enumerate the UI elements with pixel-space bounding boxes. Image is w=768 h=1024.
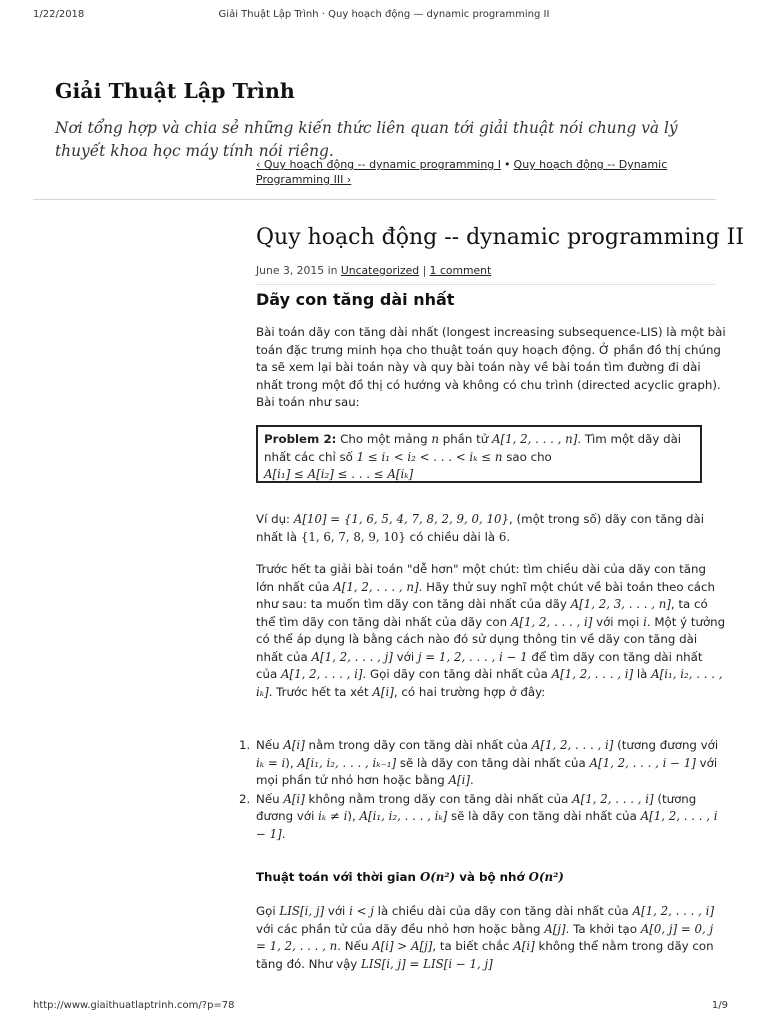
math: {1, 6, 7, 8, 9, 10} bbox=[300, 529, 406, 544]
math: iₖ ≠ i bbox=[318, 809, 348, 823]
math: A[i] bbox=[513, 939, 535, 953]
example-paragraph: Ví dụ: A[10] = {1, 6, 5, 4, 7, 8, 2, 9, 0, 10}, (một trong số) dãy con tăng dài nhất là {1, 6, 7, 8, 9, 10} có chiều dài là 6. bbox=[256, 512, 704, 544]
category-link[interactable]: Uncategorized bbox=[340, 264, 420, 277]
math: A[1, 2, . . . , j] bbox=[311, 649, 393, 664]
math: A[j] bbox=[544, 921, 566, 936]
section-heading: Dãy con tăng dài nhất bbox=[256, 290, 455, 309]
math: j = 1, 2, . . . , i − 1 bbox=[417, 649, 528, 664]
list-number: 2. bbox=[239, 791, 251, 806]
site-title[interactable]: Giải Thuật Lập Trình bbox=[55, 79, 295, 103]
math: A[i] bbox=[448, 773, 470, 787]
math: A[i] > A[j] bbox=[372, 939, 433, 953]
title-divider bbox=[256, 284, 715, 285]
algorithm-paragraph: Gọi LIS[i, j] với i < j là chiều dài của dãy con tăng dài nhất của A[1, 2, . . . , i] với các phần tử của dãy đều nhỏ hơn hoặc bằng A[j]. Ta khởi tạo A[0, j] = 0, j = 1, 2, . . . , n. Nếu A[i] > A[j], ta biết chắc A[i] không thể nằm trong dãy con tăng đó. Như vậy LIS[i, j] = LIS[i − 1, j] bbox=[256, 904, 715, 971]
math: A[1, 2, . . . , i] bbox=[572, 791, 654, 806]
list-item: 1. Nếu A[i] nằm trong dãy con tăng dài nhất của A[1, 2, . . . , i] (tương đương với iₖ = i), A[i₁, i₂, . . . , iₖ₋₁] sẽ là dãy con tăng dài nhất của A[1, 2, . . . , i − 1] với mọi phần tử nhỏ hơn hoặc bằng A[i]. bbox=[239, 738, 719, 787]
math: A[1, 2, . . . , i] bbox=[531, 738, 614, 752]
math: A[1, 2, . . . , n] bbox=[333, 579, 419, 594]
math: A[i₁] ≤ A[i₂] ≤ . . . ≤ A[iₖ] bbox=[264, 467, 414, 481]
problem-label: Problem 2: bbox=[264, 432, 337, 446]
math: A[10] = {1, 6, 5, 4, 7, 8, 2, 9, 0, 10} bbox=[293, 512, 509, 526]
print-page-number: 1/9 bbox=[711, 1000, 728, 1011]
previous-post-link[interactable]: ‹ Quy hoạch động -- dynamic programming I bbox=[256, 158, 502, 171]
next-post-link[interactable]: Quy hoạch động -- Dynamic Programming III › bbox=[256, 158, 668, 186]
post-date: June 3, 2015 bbox=[256, 264, 325, 277]
meta-separator: | bbox=[422, 264, 427, 277]
problem-box: Problem 2: Cho một mảng n phần tử A[1, 2, . . . , n]. Tìm một dãy dài nhất các chỉ số 1 ≤ i₁ < i₂ < . . . < iₖ ≤ n sao cho A[i₁] ≤ A[i₂] ≤ . . . ≤ A[iₖ] bbox=[256, 425, 702, 483]
post-title: Quy hoạch động -- dynamic programming II bbox=[256, 225, 745, 250]
math: A[1, 2, . . . , i] bbox=[632, 904, 715, 918]
math: A[0, j] = 0, j = 1, 2, . . . , n bbox=[256, 921, 714, 953]
math: i < j bbox=[349, 904, 374, 918]
math: A[1, 2, . . . , i] bbox=[510, 614, 593, 629]
comments-link[interactable]: 1 comment bbox=[429, 264, 492, 277]
math: A[1, 2, . . . , n] bbox=[491, 432, 578, 446]
list-number: 1. bbox=[239, 738, 251, 752]
list-item: 2. Nếu A[i] không nằm trong dãy con tăng dài nhất của A[1, 2, . . . , i] (tương đương với iₖ ≠ i), A[i₁, i₂, . . . , iₖ] sẽ là dãy con tăng dài nhất của A[1, 2, . . . , i − 1]. bbox=[239, 791, 718, 841]
math: O(n²) bbox=[528, 870, 564, 884]
math: LIS[i, j] bbox=[279, 904, 325, 918]
post-navigation bbox=[256, 157, 716, 187]
case-list bbox=[239, 737, 726, 844]
post-nav-separator: • bbox=[504, 158, 511, 171]
print-date: 1/22/2018 bbox=[33, 9, 85, 20]
math: A[i] bbox=[283, 791, 305, 806]
header-divider bbox=[33, 199, 716, 200]
math: A[i₁, i₂, . . . , iₖ] bbox=[359, 809, 448, 823]
math: O(n²) bbox=[419, 870, 456, 884]
print-footer-url: http://www.giaithuatlaptrinh.com/?p=78 bbox=[33, 1000, 235, 1011]
intro-paragraph: Bài toán dãy con tăng dài nhất (longest increasing subsequence-LIS) là một bài toán đặc trưng minh họa cho thuật toán quy hoạch động. Ở phần đồ thị chúng ta sẽ xem lại bài toán này và quy bài toán này về bài toán tìm đường đi dài nhất trong một đồ thị có hướng và không có chu trình (directed acyclic graph). Bài toán như sau: bbox=[256, 325, 726, 409]
math: 1 ≤ i₁ < i₂ < . . . < iₖ ≤ n bbox=[356, 449, 503, 464]
math: LIS[i, j] = LIS[i − 1, j] bbox=[361, 956, 493, 971]
math: A[i] bbox=[372, 684, 394, 699]
math: iₖ = i bbox=[256, 755, 286, 770]
math: A[1, 2, 3, . . . , n] bbox=[570, 597, 671, 611]
math: A[i₁, i₂, . . . , iₖ₋₁] bbox=[297, 755, 397, 770]
math: n bbox=[431, 432, 439, 446]
math: A[1, 2, . . . , i − 1] bbox=[589, 755, 696, 770]
math: i bbox=[643, 614, 647, 629]
math: A[1, 2, . . . , i − 1] bbox=[256, 809, 718, 841]
site-description: Nơi tổng hợp và chia sẻ những kiến thức liên quan tới giải thuật nói chung và lý thuyết khoa học máy tính nói riêng. bbox=[55, 119, 678, 160]
approach-paragraph: Trước hết ta giải bài toán "dễ hơn" một chút: tìm chiều dài của dãy con tăng lớn nhất của A[1, 2, . . . , n]. Hãy thử suy nghĩ một chút về bài toán theo cách như sau: ta muốn tìm dãy con tăng dài nhất của dãy A[1, 2, 3, . . . , n], ta có thể tìm dãy con tăng dài nhất của dãy con A[1, 2, . . . , i] với mọi i. Một ý tưởng có thể áp dụng là bằng cách nào đó sử dụng thông tin về dãy con tăng dài nhất của A[1, 2, . . . , j] với j = 1, 2, . . . , i − 1 để tìm dãy con tăng dài nhất của A[1, 2, . . . , i]. Gọi dãy con tăng dài nhất của A[1, 2, . . . , i] là A[i₁, i₂, . . . , iₖ]. Trước hết ta xét A[i], có hai trường hợp ở đây: bbox=[256, 562, 726, 699]
math: A[1, 2, . . . , i] bbox=[280, 667, 363, 681]
algorithm-heading: Thuật toán với thời gian O(n²) và bộ nhớ O(n²) bbox=[256, 870, 564, 884]
math: 6 bbox=[498, 529, 507, 544]
math: A[1, 2, . . . , i] bbox=[551, 667, 634, 681]
math: A[i₁, i₂, . . . , iₖ] bbox=[256, 667, 723, 699]
math: A[i] bbox=[283, 738, 305, 752]
post-in-label: in bbox=[327, 264, 338, 277]
print-page-title: Giải Thuật Lập Trình · Quy hoạch động — dynamic programming II bbox=[218, 9, 550, 20]
post-meta bbox=[256, 264, 491, 277]
